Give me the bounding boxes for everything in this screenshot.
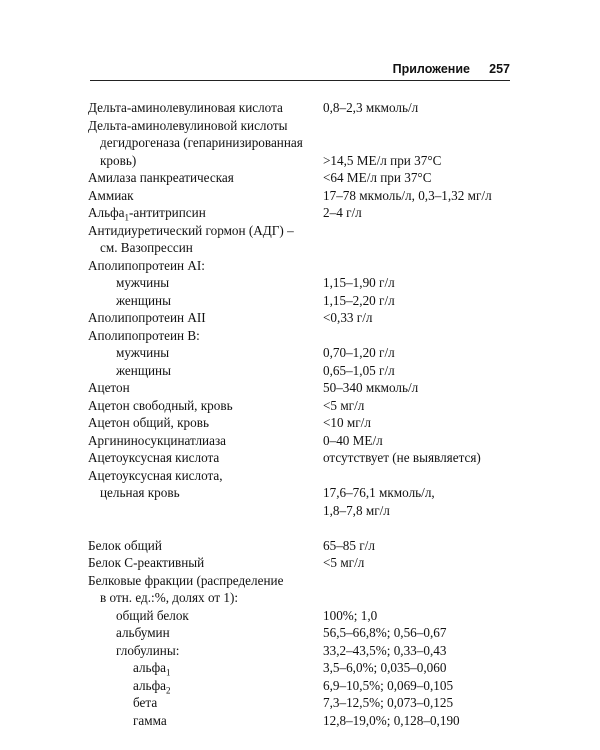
row-term: Дельта-аминолевулиновая кислота: [88, 100, 283, 115]
row-term: Ацетон общий, кровь: [88, 415, 209, 430]
row-term: бета: [133, 695, 158, 710]
row-term: [88, 204, 206, 222]
row-value: отсутствует (не выявляется): [323, 450, 481, 465]
row-term: цельная кровь: [100, 485, 180, 500]
table-row: [88, 274, 508, 292]
table-row: [88, 397, 508, 415]
row-value: 0,8–2,3 мкмоль/л: [323, 100, 419, 115]
table-row: [88, 187, 508, 205]
row-term: мужчины: [116, 275, 170, 290]
row-value: 33,2–43,5%; 0,33–0,43: [323, 642, 447, 658]
row-term: женщины: [116, 292, 171, 308]
row-term: Аполипопротеин AI:: [88, 257, 205, 273]
row-value: 17–78 мкмоль/л, 0,3–1,32 мг/л: [323, 187, 492, 203]
table-row: [88, 519, 508, 537]
row-term: в отн. ед.:%, долях от 1):: [100, 590, 239, 605]
row-term: Ацетон: [88, 380, 130, 395]
row-value: >14,5 МЕ/л при 37°С: [323, 152, 442, 168]
table-row: [88, 502, 508, 520]
table-row: [88, 467, 508, 485]
table-row: [88, 414, 508, 432]
table-row: [88, 344, 508, 362]
row-value: <5 мг/л: [323, 397, 365, 413]
row-term: [133, 659, 170, 677]
row-term: мужчины: [116, 345, 170, 360]
table-row: [88, 642, 508, 660]
table-row: [88, 134, 508, 152]
row-term: Антидиуретический гормон (АДГ) –: [88, 222, 294, 238]
row-value: <0,33 г/л: [323, 310, 373, 325]
row-value: 3,5–6,0%; 0,035–0,060: [323, 660, 447, 675]
row-value: 50–340 мкмоль/л: [323, 380, 419, 395]
table-row: [88, 589, 508, 607]
row-term: женщины: [116, 362, 171, 378]
table-row: [88, 677, 508, 695]
row-term: глобулины:: [116, 642, 180, 658]
table-row: [88, 292, 508, 310]
row-term: гамма: [133, 712, 167, 728]
row-value: <5 мг/л: [323, 555, 365, 570]
row-value: 7,3–12,5%; 0,073–0,125: [323, 695, 454, 710]
table-row: [88, 362, 508, 380]
table-row: [88, 239, 508, 257]
row-term: кровь): [100, 152, 137, 168]
table-row: [88, 572, 508, 590]
row-term: см. Вазопрессин: [100, 240, 193, 255]
row-value: <64 МЕ/л при 37°С: [323, 170, 432, 185]
term-subscript: 1: [165, 667, 171, 678]
table-row: [88, 432, 508, 450]
row-term: Ацетоуксусная кислота: [88, 450, 220, 465]
row-value: 6,9–10,5%; 0,069–0,105: [323, 677, 454, 693]
section-title: Приложение: [392, 62, 470, 76]
table-row: [88, 694, 508, 712]
row-value: 56,5–66,8%; 0,56–0,67: [323, 625, 447, 640]
row-term: Аргининосукцинатлиаза: [88, 432, 227, 448]
row-term: общий белок: [116, 607, 189, 623]
running-header: [90, 60, 510, 81]
table-row: [88, 169, 508, 187]
row-value: 1,15–2,20 г/л: [323, 292, 395, 308]
row-term: Дельта-аминолевулиновой кислоты: [88, 117, 288, 133]
row-value: 65–85 г/л: [323, 537, 375, 553]
row-value: 0–40 МЕ/л: [323, 432, 383, 448]
row-term: Аполипопротеин AII: [88, 310, 206, 325]
row-value: 12,8–19,0%; 0,128–0,190: [323, 712, 460, 728]
row-value: <10 мг/л: [323, 415, 371, 430]
row-value: 0,65–1,05 г/л: [323, 362, 395, 378]
row-term: альбумин: [116, 625, 170, 640]
row-term: Аммиак: [88, 187, 134, 203]
table-row: [88, 99, 508, 117]
page-number: 257: [489, 62, 510, 76]
table-row: [88, 449, 508, 467]
table-row: [88, 327, 508, 345]
row-value: 1,15–1,90 г/л: [323, 275, 395, 290]
row-term: Белковые фракции (распределение: [88, 572, 284, 588]
table-row: [88, 204, 508, 222]
row-term: Ацетоуксусная кислота,: [88, 467, 223, 483]
row-value: 1,8–7,8 мг/л: [323, 502, 390, 518]
row-value: 100%; 1,0: [323, 607, 378, 623]
table-row: [88, 309, 508, 327]
term-text: альфа: [133, 660, 166, 675]
row-term: Аполипопротеин B:: [88, 327, 200, 343]
table-row: [88, 152, 508, 170]
term-suffix: -антитрипсин: [129, 205, 206, 220]
row-value: 17,6–76,1 мкмоль/л,: [323, 485, 435, 500]
table-row: [88, 712, 508, 730]
row-term: [133, 677, 170, 695]
table-row: [88, 257, 508, 275]
row-value: 0,70–1,20 г/л: [323, 345, 395, 360]
table-row: [88, 379, 508, 397]
row-term: дегидрогеназа (гепаринизированная: [100, 135, 303, 150]
row-term: Белок С-реактивный: [88, 555, 205, 570]
row-term: Белок общий: [88, 537, 162, 553]
term-text: Альфа: [88, 205, 125, 220]
table-row: [88, 537, 508, 555]
table-row: [88, 624, 508, 642]
table-row: [88, 659, 508, 677]
row-value: 2–4 г/л: [323, 205, 362, 220]
reference-values-table: [88, 99, 508, 729]
table-row: [88, 607, 508, 625]
term-text: альфа: [133, 677, 166, 693]
table-row: [88, 484, 508, 502]
table-row: [88, 222, 508, 240]
table-row: [88, 117, 508, 135]
term-subscript: 2: [165, 685, 171, 696]
row-term: Ацетон свободный, кровь: [88, 397, 233, 413]
term-subscript: 1: [124, 212, 130, 223]
row-term: Амилаза панкреатическая: [88, 170, 234, 185]
table-row: [88, 554, 508, 572]
